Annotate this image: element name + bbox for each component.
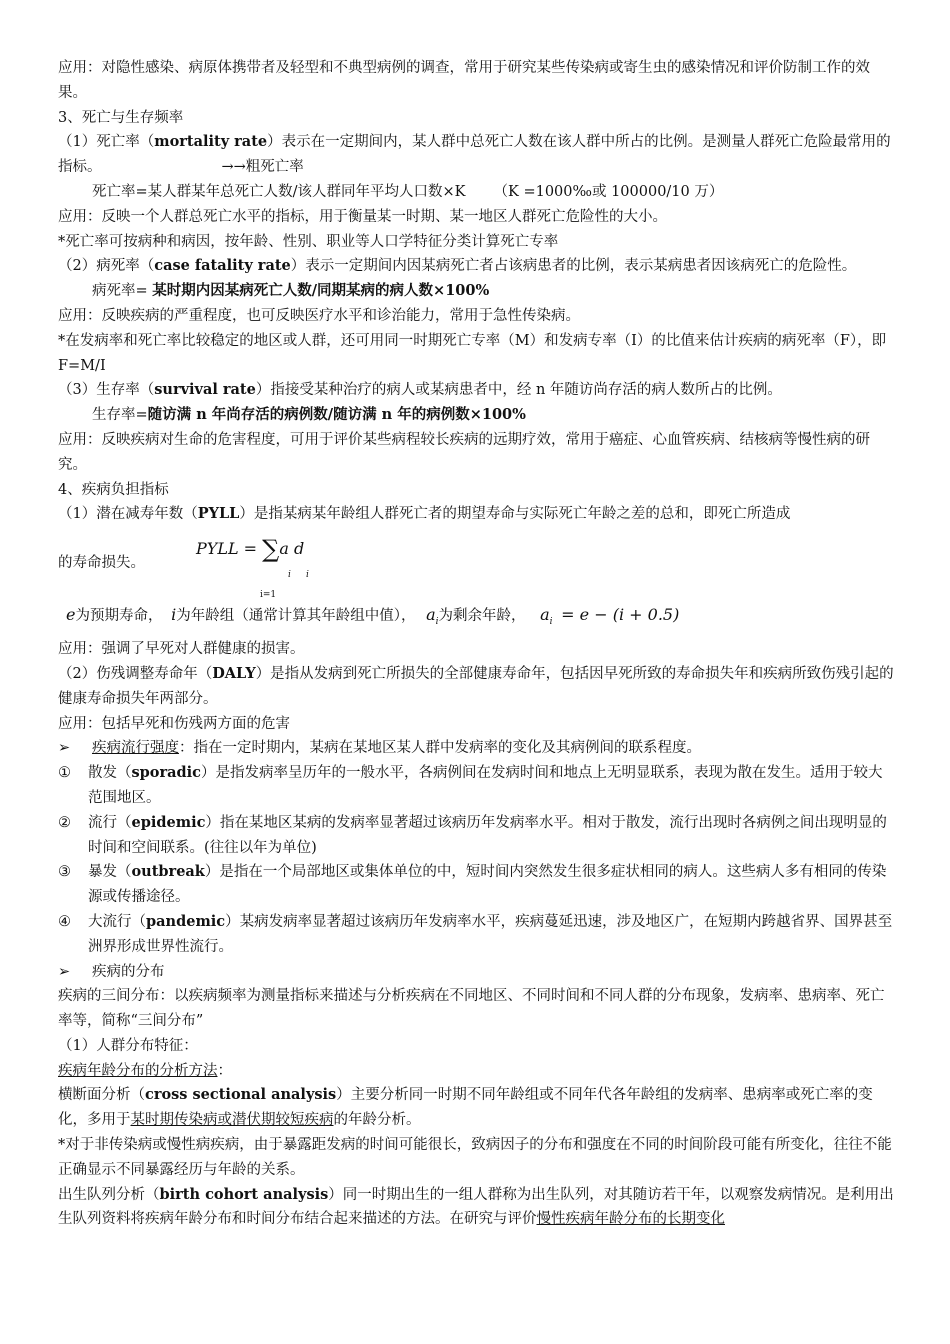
text: （2）伤残调整寿命年（ (58, 665, 213, 682)
term-en: epidemic (131, 813, 206, 831)
text: （3）生存率（ (58, 382, 155, 399)
section-title: 疾病流行强度 (92, 740, 179, 757)
section-title: 疾病的分布 (92, 963, 165, 980)
text: *死亡率可按病种和病因，按年龄、性别、职业等人口学特征分类计算死亡专率 (58, 233, 559, 250)
item-number: ④ (58, 913, 71, 930)
paragraph-application-infection (58, 56, 896, 106)
formula-mortality (58, 180, 896, 205)
text: 出生队列分析（ (58, 1186, 160, 1203)
text: 的年龄分析。 (333, 1112, 421, 1129)
term-en: outbreak (131, 863, 205, 881)
pyll-formula (196, 535, 309, 601)
text: 应用：反映疾病的严重程度，也可反映医疗水平和诊治能力，常用于急性传染病。 (58, 307, 580, 324)
term-en: cross sectional analysis (145, 1086, 337, 1104)
pyll-definitions (58, 597, 896, 637)
item-number: ① (58, 765, 71, 782)
term-en: pandemic (146, 912, 226, 930)
text: ）指在某地区某病的发病率显著超过该病历年发病率水平。相对于散发，流行出现时各病例之间出现明显的时间和空间联系。(往往以年为单位) (88, 814, 887, 856)
formula-lhs: PYLL = (196, 539, 258, 559)
term-en: DALY (212, 664, 256, 682)
text: ）指接受某种治疗的病人或某病患者中，经 n 年随访尚存活的病人数所占的比例。 (255, 382, 782, 399)
paragraph-survival-rate (58, 378, 896, 403)
text: ）表示一定期间内因某病死亡者占该病患者的比例，表示某病患者因该病死亡的危险性。 (290, 258, 857, 275)
text: ）是指某病某年龄组人群死亡者的期望寿命与实际死亡年龄之差的总和，即死亡所造成 (239, 506, 791, 523)
arrow-bullet-icon: ➢ (58, 963, 71, 980)
symbol: a (540, 605, 550, 625)
text: 散发（ (88, 765, 132, 782)
text: *在发病率和死亡率比较稳定的地区或人群，还可用同一时期死亡专率（M）和发病专率（I）的比值来估计疾病的病死率（F），即 F=M/I (58, 332, 887, 374)
heading-age-analysis-method (58, 1059, 896, 1084)
text: 的寿命损失。 (58, 555, 145, 572)
text: 应用：反映疾病对生命的危害程度，可用于评价某些病程较长疾病的远期疗效，常用于癌症、心血管疾病、结核病等慢性病的研究。 (58, 431, 870, 473)
paragraph-pyll (58, 502, 896, 527)
text: 疾病年龄分布的分析方法 (58, 1062, 218, 1079)
text: 暴发（ (88, 864, 132, 881)
note-case-fatality (58, 329, 896, 379)
text: ）是指发病率呈历年的一般水平，各病例间在发病时间和地点上无明显联系，表现为散在发生。适用于较大范围地区。 (88, 765, 883, 806)
formula-text: 病死率= (92, 283, 153, 300)
sigma-symbol: ∑ (262, 535, 280, 564)
item-number: ② (58, 814, 71, 831)
pyll-formula-row (58, 527, 896, 601)
formula-text: 生存率= (92, 407, 148, 424)
term-en: PYLL (197, 505, 240, 523)
paragraph-three-distribution (58, 984, 896, 1034)
text: 大流行（ (88, 913, 146, 930)
subscript: i (306, 570, 309, 581)
text: （1）人群分布特征： (58, 1037, 198, 1054)
underlined-text: 某时期传染病或潜伏期较短疾病 (130, 1112, 334, 1129)
term-en: mortality rate (154, 133, 268, 151)
arrow-bullet-icon: ➢ (58, 740, 71, 757)
text: ）主要分析同一时期不同年龄组或不同年代各年龄组的发病率、患病率或死亡率的变化，多用于 (58, 1087, 873, 1129)
heading-disease-burden (58, 478, 896, 503)
text: 为年龄组（通常计算其年龄组中值）， (176, 608, 416, 625)
paragraph-daly-application (58, 712, 896, 737)
heading-mortality-survival (58, 106, 896, 131)
note-cross-sectional (58, 1133, 896, 1183)
symbol: e (66, 605, 76, 625)
symbol: a (426, 605, 436, 625)
term-en: case fatality rate (154, 257, 291, 275)
text: 为预期寿命， (75, 608, 163, 625)
crude-death-rate-note: →→粗死亡率 (221, 159, 304, 176)
formula-text: 某时期内因某病死亡人数/同期某病的病人数×100% (152, 282, 490, 300)
text: 横断面分析（ (58, 1087, 145, 1104)
item-outbreak (58, 860, 896, 910)
text: 流行（ (88, 814, 132, 831)
text: （1）潜在减寿年数（ (58, 506, 198, 523)
term-en: survival rate (154, 381, 256, 399)
text: 应用：对隐性感染、病原体携带者及轻型和不典型病例的调查，常用于研究某些传染病或寄生虫的感染情况和评价防制工作的效果。 (58, 60, 870, 101)
text: （1）死亡率（ (58, 134, 155, 151)
subscript: i (549, 617, 553, 628)
formula-equation: = e − (i + 0.5) (561, 605, 680, 625)
document-page (58, 56, 896, 1232)
subscript: i (435, 617, 439, 628)
paragraph-pyll-application (58, 637, 896, 662)
heading-population-distribution (58, 1034, 896, 1059)
paragraph-birth-cohort (58, 1183, 896, 1233)
text: ：指在一定时期内，某病在某地区某人群中发病率的变化及其病例间的联系程度。 (179, 740, 701, 757)
text: ）同一时期出生的一组人群称为出生队列，对其随访若干年，以观察发病情况。是利用出生队列资料将疾病年龄分布和时间分布结合起来描述的方法。在研究与评价 (58, 1186, 894, 1228)
term-en: sporadic (131, 764, 201, 782)
text: ）是指从发病到死亡所损失的全部健康寿命年，包括因早死所致的寿命损失年和疾病所致伤残引起的健康寿命损失年两部分。 (58, 665, 894, 707)
paragraph-case-fatality-application (58, 304, 896, 329)
item-epidemic (58, 811, 896, 861)
underlined-text: 慢性疾病年龄分布的长期变化 (536, 1211, 725, 1228)
item-sporadic (58, 761, 896, 811)
text: （2）病死率（ (58, 258, 155, 275)
paragraph-cross-sectional (58, 1083, 896, 1133)
bullet-disease-distribution (58, 960, 896, 985)
text: 为剩余年龄， (438, 608, 526, 625)
text: 4、疾病负担指标 (58, 481, 169, 498)
formula-k: （K =1000‰或 100000/10 万） (493, 183, 724, 200)
term-en: birth cohort analysis (159, 1185, 329, 1203)
paragraph-survival-application (58, 428, 896, 478)
formula-terms: a d (279, 539, 305, 559)
subscript: i (288, 570, 291, 581)
text: 3、死亡与生存频率 (58, 109, 184, 126)
text: 应用：包括早死和伤残两方面的危害 (58, 715, 290, 732)
text: 疾病的三间分布：以疾病频率为测量指标来描述与分析疾病在不同地区、不同时间和不同人群的分布现象，发病率、患病率、死亡率等，简称“三间分布” (58, 988, 885, 1030)
sum-lower-bound: i=1 (260, 590, 277, 601)
item-pandemic (58, 910, 896, 960)
formula-text: 死亡率=某人群某年总死亡人数/该人群同年平均人口数×K (92, 183, 466, 200)
text: *对于非传染病或慢性病疾病，由于暴露距发病的时间可能很长，致病因子的分布和强度在不同的时间阶段可能有所变化，往往不能正确显示不同暴露经历与年龄的关系。 (58, 1137, 892, 1178)
paragraph-mortality-rate (58, 130, 896, 180)
symbol: i (171, 605, 177, 625)
text: ）某病发病率显著超过该病历年发病率水平，疾病蔓延迅速，涉及地区广，在短期内跨越省界、国界甚至洲界形成世界性流行。 (88, 913, 893, 955)
formula-text: 随访满 n 年尚存活的病例数/随访满 n 年的病例数×100% (147, 406, 526, 424)
paragraph-daly (58, 662, 896, 712)
text: ）是指在一个局部地区或集体单位的中，短时间内突然发生很多症状相同的病人。这些病人多有相同的传染源或传播途径。 (88, 864, 887, 906)
text: 应用：反映一个人群总死亡水平的指标，用于衡量某一时期、某一地区人群死亡危险性的大小。 (58, 208, 667, 225)
item-number: ③ (58, 864, 71, 881)
text: ）表示在一定期间内，某人群中总死亡人数在该人群中所占的比例。是测量人群死亡危险最常用的指标。 (58, 134, 891, 176)
paragraph-mortality-application (58, 205, 896, 230)
note-mortality (58, 230, 896, 255)
formula-case-fatality (58, 279, 896, 304)
paragraph-case-fatality (58, 254, 896, 279)
text: 应用：强调了早死对人群健康的损害。 (58, 641, 305, 658)
bullet-epidemic-intensity (58, 736, 896, 761)
text: ： (217, 1062, 232, 1079)
formula-survival (58, 403, 896, 428)
